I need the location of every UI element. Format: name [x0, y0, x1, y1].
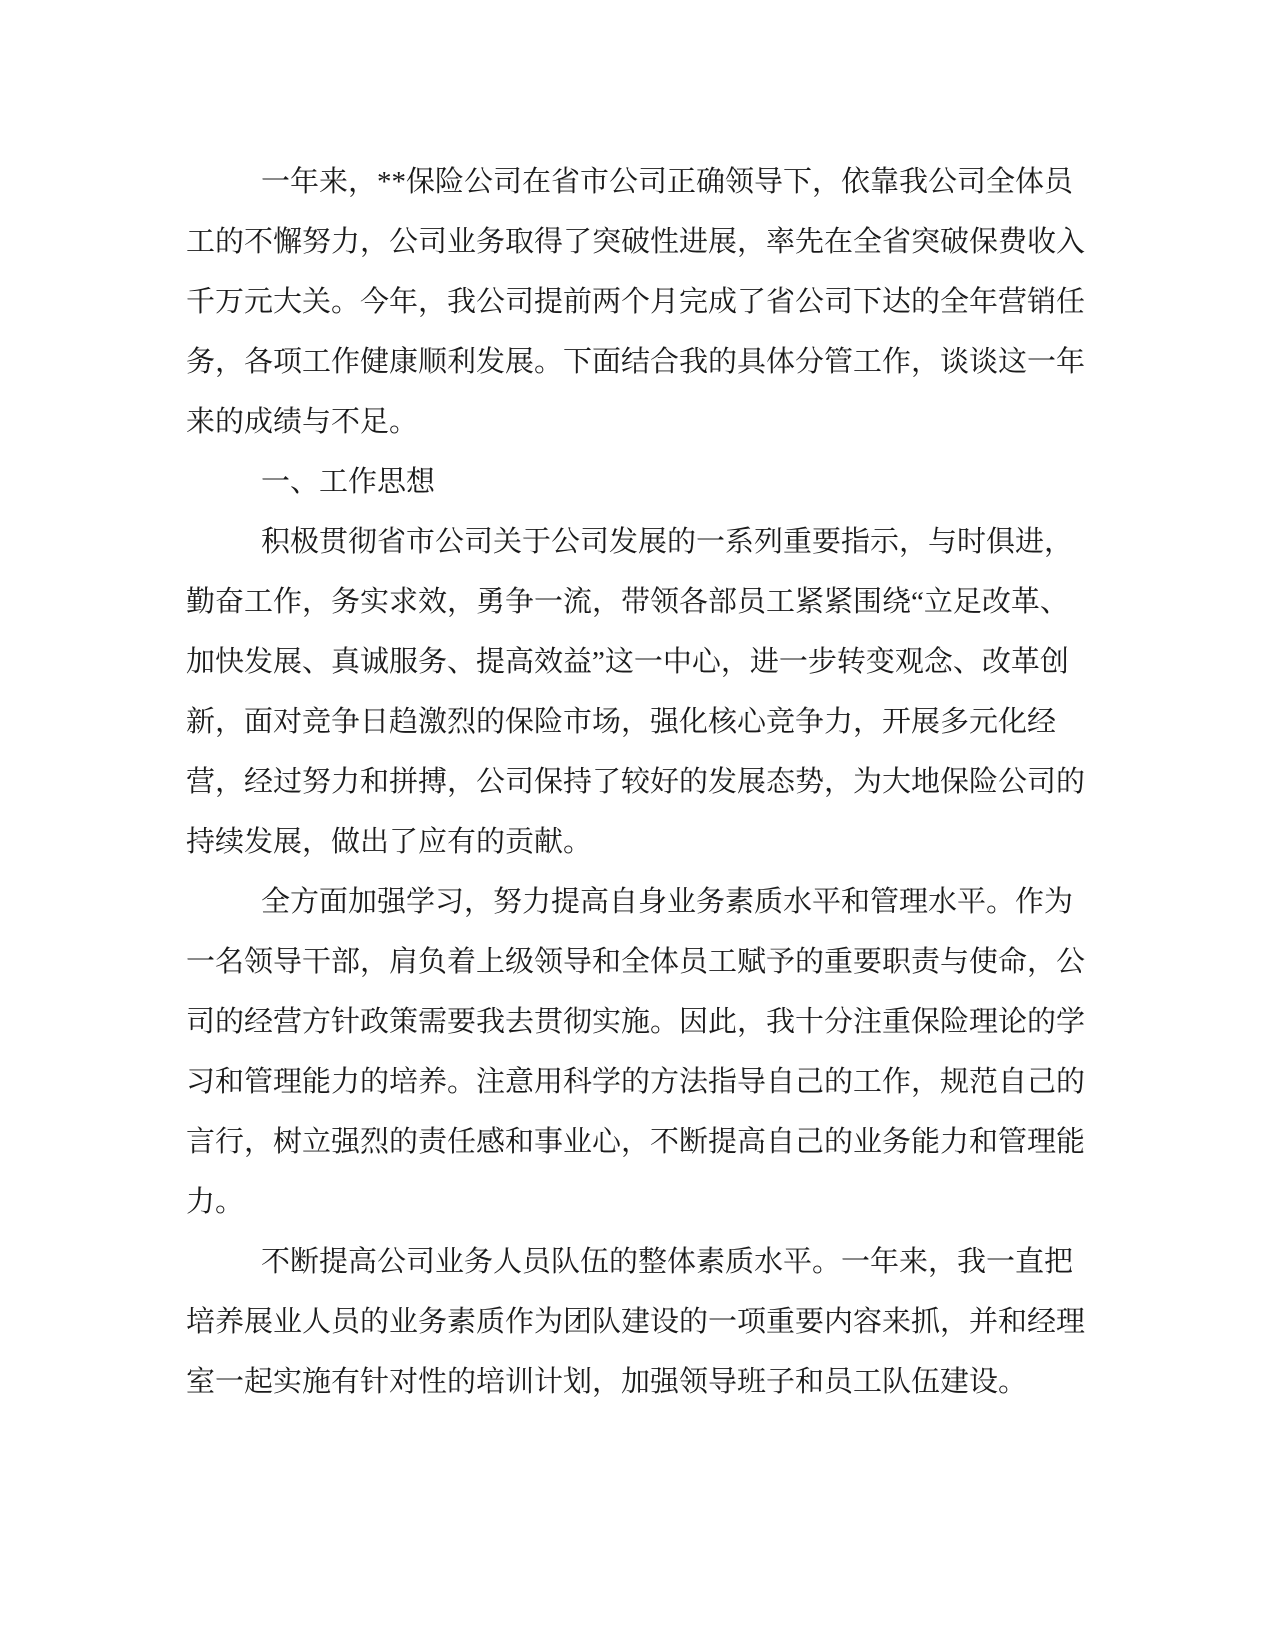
- document-body: [186, 152, 1086, 1412]
- section-heading-work-thought: 一、工作思想: [261, 466, 436, 498]
- paragraph-guiding-principles: 积极贯彻省市公司关于公司发展的一系列重要指示，与时俱进，勤奋工作，务实求效，勇争一流，带领各部员工紧紧围绕“立足改革、加快发展、真诚服务、提高效益”这一中心，进一步转变观念、改革创新，面对竞争日趋激烈的保险市场，强化核心竞争力，开展多元化经营，经过努力和拼搏，公司保持了较好的发展态势，为大地保险公司的持续发展，做出了应有的贡献。: [186, 526, 1086, 858]
- paragraph-intro: 一年来，**保险公司在省市公司正确领导下，依靠我公司全体员工的不懈努力，公司业务取得了突破性进展，率先在全省突破保费收入千万元大关。今年，我公司提前两个月完成了省公司下达的全年营销任务，各项工作健康顺利发展。下面结合我的具体分管工作，谈谈这一年来的成绩与不足。: [186, 166, 1086, 438]
- paragraph-self-improvement: 全方面加强学习，努力提高自身业务素质水平和管理水平。作为一名领导干部，肩负着上级领导和全体员工赋予的重要职责与使命，公司的经营方针政策需要我去贯彻实施。因此，我十分注重保险理论的学习和管理能力的培养。注意用科学的方法指导自己的工作，规范自己的言行，树立强烈的责任感和事业心，不断提高自己的业务能力和管理能力。: [186, 886, 1086, 1218]
- paragraph-team-building: 不断提高公司业务人员队伍的整体素质水平。一年来，我一直把培养展业人员的业务素质作为团队建设的一项重要内容来抓，并和经理室一起实施有针对性的培训计划，加强领导班子和员工队伍建设。: [186, 1246, 1086, 1398]
